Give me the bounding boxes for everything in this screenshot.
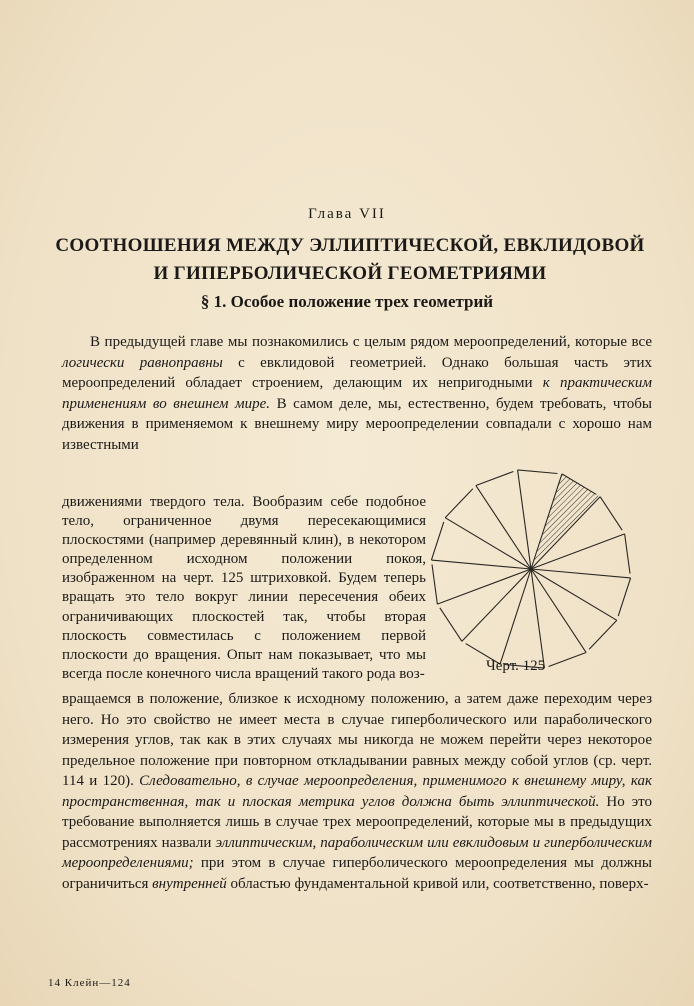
- paragraph-2-text-a: вращаемся в положение, близкое к исходному положению, а затем даже переходим через него. Но это свойство не имеет места в случае гиперболического или параболического измерения углов, так как в этих случаях мы никогда не можем перейти через некоторое предельное положение при повторном откладывании равных между собой углов (ср. черт. 114 и 120).: [62, 691, 652, 789]
- figure-chord: [432, 564, 437, 604]
- figure-spoke: [431, 560, 531, 569]
- figure-spoke: [531, 569, 544, 668]
- figure-chord: [476, 471, 513, 485]
- paragraph-1-text-c: с евклидовой геометрией. Однако большая часть этих мероопределений обладает строением, делающим их непригодными: [62, 354, 652, 391]
- paragraph-1-emphasis-1: логически равноправны: [62, 354, 223, 371]
- paragraph-2-emphasis-1: Следовательно, в случае мероопределения, применимого к внешнему миру, как пространственная, так и плоская метрика углов должна быть эллиптической.: [62, 773, 652, 810]
- section-heading: § 1. Особое положение трех геометрий: [200, 292, 494, 311]
- paragraph-1-text-e: В самом деле, мы, естественно, будем требовать, чтобы движения в применяемом к внешнему миру мероопределении совпадали с хорошо нам известными: [62, 395, 652, 453]
- wrapped-paragraph: движениями твердого тела. Вообразим себе подобное тело, ограниченное двумя пересекающимися плоскостями (например деревянный клин), в некотором определенном исходном положении покоя, изображенном на черт. 125 штриховкой. Будем теперь вращать это тело вокруг линии пересечения обеих ограничивающих плоскостей так, чтобы вторая плоскость совместилась с положением первой плоскости до вращения. Опыт нам показывает, что мы всегда после конечного числа вращений такого рода воз-: [62, 494, 426, 682]
- hatched-wedge: [531, 474, 600, 569]
- paragraph-2-emphasis-2: эллиптическим, параболическим или евклидовым и гиперболическим мероопределениями;: [62, 834, 652, 871]
- figure-caption: Черт. 125: [486, 658, 546, 674]
- figure-spoke: [500, 569, 531, 664]
- chapter-title: [40, 232, 660, 288]
- figure-chord: [431, 522, 443, 560]
- chapter-heading: Глава VII: [308, 206, 386, 222]
- figure-spoke: [445, 518, 531, 569]
- paragraph-1: [62, 332, 652, 455]
- figure-spoke: [476, 486, 531, 569]
- paragraph-2-text-c: Но это требование выполняется лишь в случае трех мероопределений, которые мы в предыдущих рассмотрениях назвали: [62, 793, 652, 851]
- paragraph-2: [62, 689, 652, 894]
- figure-chord: [625, 534, 630, 574]
- figure-spoke: [531, 569, 617, 620]
- chapter-title-line-1: СООТНОШЕНИЯ МЕЖДУ ЭЛЛИПТИЧЕСКОЙ, ЕВКЛИДОВОЙ: [55, 235, 645, 256]
- figure-chord: [618, 578, 630, 616]
- figure-spoke: [531, 569, 586, 652]
- figure-chord: [549, 652, 586, 666]
- figure-chord: [440, 608, 462, 641]
- figure-125-wedge-rotation: [428, 462, 653, 672]
- figure-chord: [600, 497, 622, 530]
- paragraph-2-text-g: областью фундаментальной кривой или, соответственно, поверх-: [226, 875, 649, 892]
- figure-spoke: [437, 569, 531, 604]
- figure-spoke: [531, 569, 631, 578]
- figure-spoke: [518, 470, 531, 569]
- paragraph-1-text-a: В предыдущей главе мы познакомились с целым рядом мероопределений, которые все: [90, 334, 652, 350]
- figure-chord: [589, 620, 617, 649]
- chapter-title-line-2: И ГИПЕРБОЛИЧЕСКОЙ ГЕОМЕТРИЯМИ: [153, 263, 547, 284]
- paragraph-2-text-e: при этом в случае гиперболического мероопределения мы должны ограничиться: [62, 855, 652, 892]
- figure-chord: [445, 489, 473, 518]
- figure-chord: [518, 470, 558, 474]
- page-footer-signature: 14 Клейн—124: [48, 977, 131, 989]
- paragraph-1-emphasis-2: к практическим применениям во внешнем мире.: [62, 375, 652, 412]
- figure-spoke: [462, 569, 531, 641]
- paragraph-2-emphasis-3: внутренней: [152, 875, 227, 892]
